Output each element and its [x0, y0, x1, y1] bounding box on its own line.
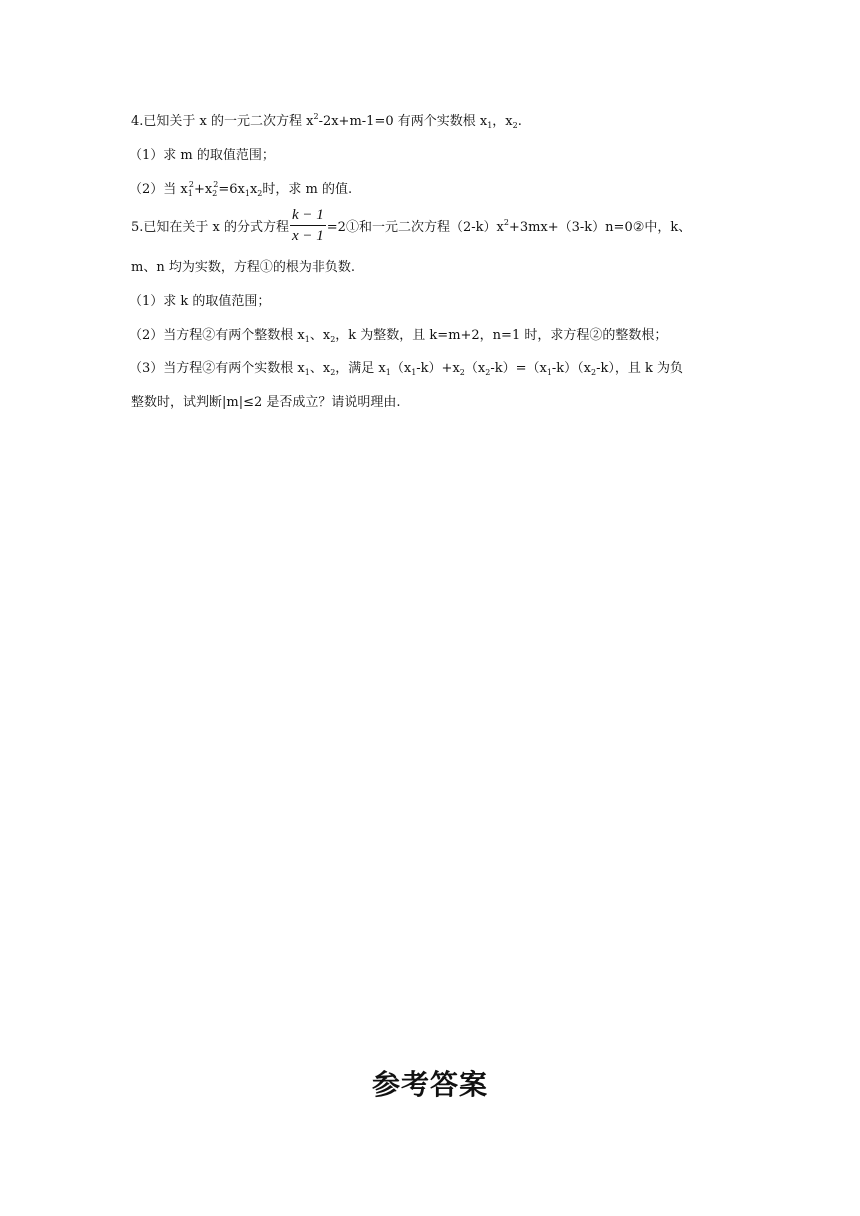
problem-5-part-3-line-2: 整数时，试判断|m|≤2 是否成立？请说明理由. — [131, 395, 401, 410]
fraction — [290, 206, 326, 245]
problem-5-part-1: （1）求 k 的取值范围； — [129, 294, 271, 309]
fraction-numerator: k − 1 — [290, 206, 326, 226]
problem-5-part-2: （2）当方程②有两个整数根 $x_1$、$x_2$，k 为整数，且 k=m+2，n=1 时，求方程②的整数根； — [129, 328, 668, 344]
answer-key-heading: 参考答案 — [371, 1068, 488, 1101]
problem-4-part-2: （2）当 $x_1^2+x_2^2=6x_1x_2$时，求 m 的值. — [129, 180, 353, 198]
problem-4-part-1: （1）求 m 的取值范围； — [129, 148, 275, 163]
problem-5-stem: 5.已知在关于 x 的分式方程 $\frac{k - 1}{x - 1}$ =2①和一元二次方程$(2-k)x^2+3mx+(3-k)n=0②$中，k、 — [131, 207, 692, 244]
problem-5-stem-line-2: m、n 均为实数，方程①的根为非负数. — [131, 260, 355, 275]
problem-5-part-3: （3）当方程②有两个实数根 $x_1$、$x_2$，满足 $x_1(x_1-k)+x_2(x_2-k)=(x_1-k)(x_2-k)$，且 k 为负 — [129, 361, 684, 377]
problem-4-stem: 4.已知关于 x 的一元二次方程 $x^2-2x+m-1=0$ 有两个实数根 $x_1$，$x_2$. — [131, 112, 522, 130]
fraction-denominator: x − 1 — [292, 228, 324, 244]
